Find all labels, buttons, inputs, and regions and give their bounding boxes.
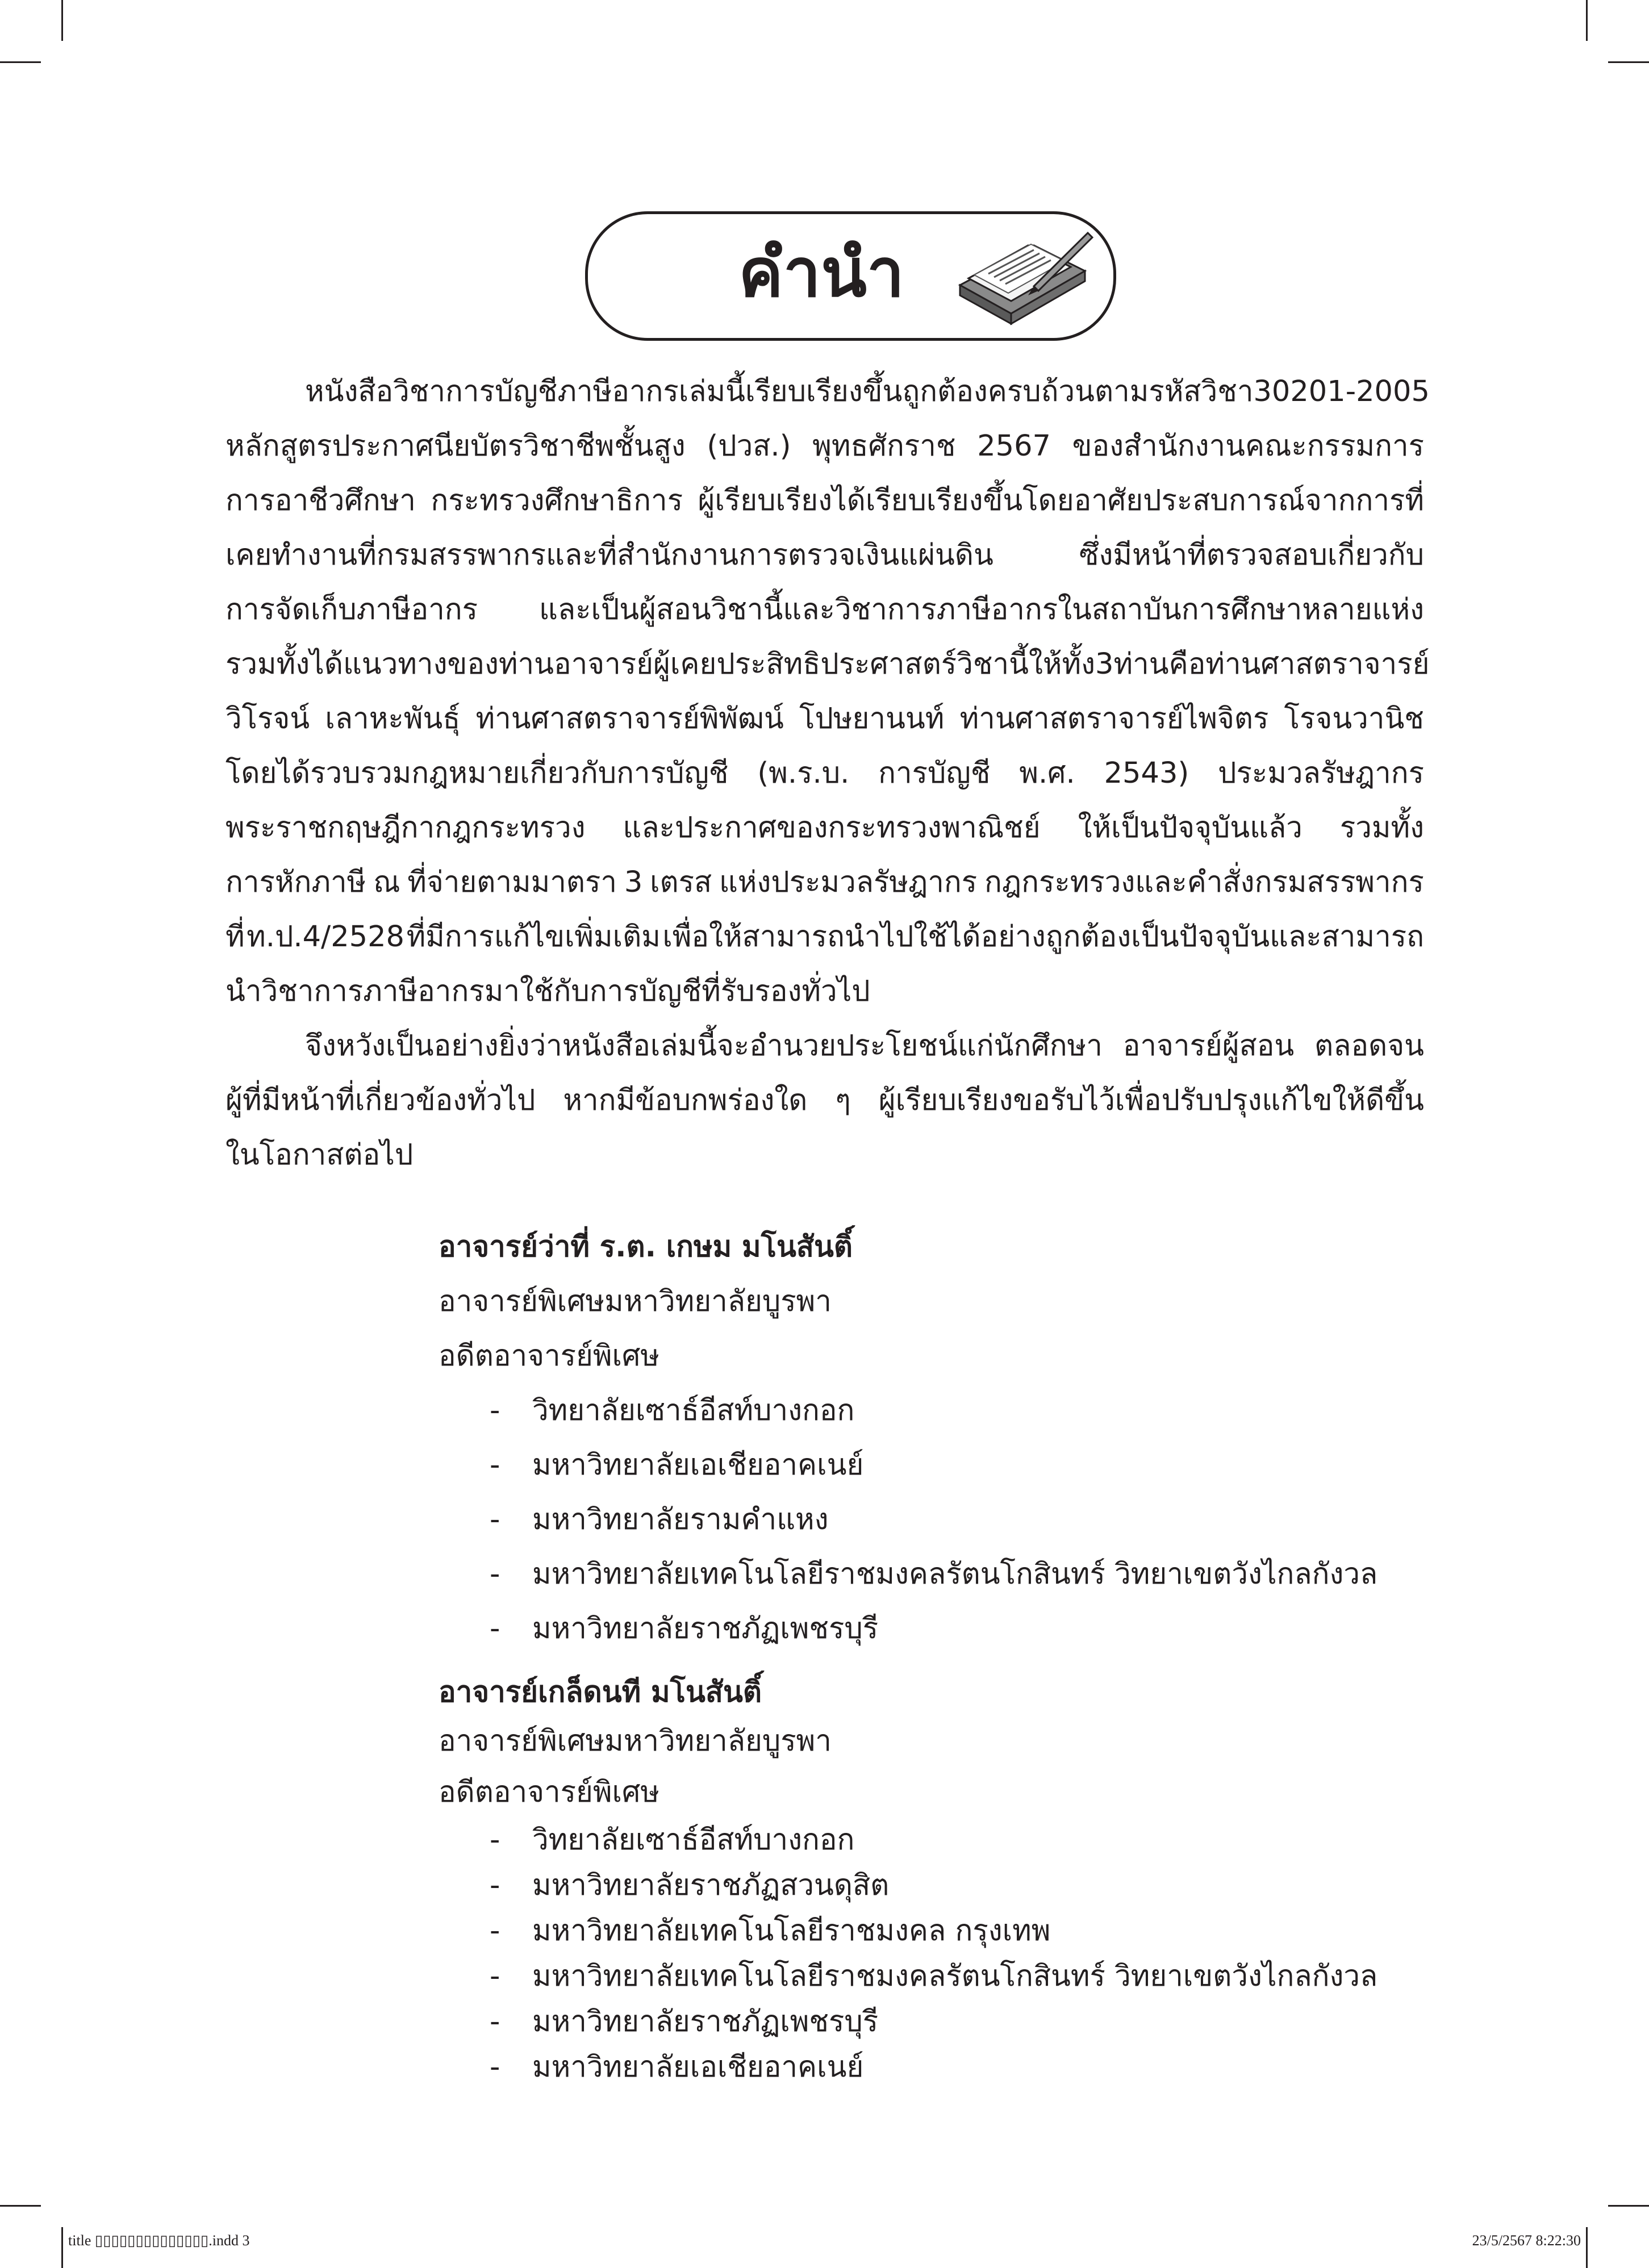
text-line [226,474,1424,528]
text-segment: กฎกระทรวงและคำสั่งกรมสรรพากร [984,866,1424,899]
institution-name: วิทยาลัยเซาธ์อีสท์บางกอก [532,1823,855,1857]
text-segment: ผู้เรียบเรียงขอรับไว้เพื่อปรับปรุงแก้ไขให้ดีขึ้น [878,1084,1424,1117]
crop-mark [1608,2205,1649,2207]
text-segment: ประมวลรัษฎากร [1218,757,1424,790]
text-line [226,528,1424,583]
text-segment: แห่งประมวลรัษฎากร [719,866,978,899]
text-segment: 2543) [1104,757,1189,790]
text-segment: ท.ป.4/2528 [247,920,405,954]
institution-name: มหาวิทยาลัยเอเชียอาคเนย์ [532,1448,864,1482]
text-segment: ให้เป็นปัจจุบันแล้ว [1078,811,1302,845]
list-item [439,1384,1377,1438]
text-segment: รวมทั้ง [1339,811,1424,845]
list-item [439,1602,1377,1656]
list-item [439,1547,1377,1602]
text-segment: คือ [1168,648,1206,681]
text-segment: ณ [373,866,400,899]
author-position: อาจารย์พิเศษมหาวิทยาลัยบูรพา [439,1724,832,1758]
text-segment: โดยได้รวบรวมกฎหมายเกี่ยวกับการบัญชี [226,757,729,790]
text-segment: เคยทำงานที่กรมสรรพากรและที่สำนักงานการตรวจเงินแผ่นดิน [226,538,993,572]
text-segment: วิโรจน์ [226,702,310,736]
text-segment: 30201-2005 [1253,375,1430,408]
text-line [226,964,1424,1019]
text-segment: 2567 [977,429,1051,463]
text-segment: และประกาศของกระทรวงพาณิชย์ [623,811,1041,845]
list-dash: - [490,1914,500,1948]
institution-name: มหาวิทยาลัยเทคโนโลยีราชมงคลรัตนโกสินทร์ วิทยาเขตวังไกลกังวล [532,1960,1378,1993]
text-segment: กระทรวงศึกษาธิการ [431,484,683,517]
text-segment: 3 [624,866,643,899]
former-position-label: อดีตอาจารย์พิเศษ [439,1339,659,1373]
signature-block-2 [439,1670,1377,2090]
text-segment: การหักภาษี [226,866,366,899]
text-segment: พระราชกฤษฎีกากฎกระทรวง [226,811,586,845]
text-line [226,637,1430,692]
text-segment: หลักสูตรประกาศนียบัตรวิชาชีพชั้นสูง [226,429,686,463]
text-segment: หนังสือวิชาการบัญชีภาษีอากรเล่มนี้เรียบเรียงขึ้นถูกต้องครบถ้วนตามรหัสวิชา [305,375,1254,408]
list-item [439,1954,1377,1999]
footer-timestamp: 23/5/2567 8:22:30 [1472,2232,1581,2249]
institution-name: มหาวิทยาลัยเทคโนโลยีราชมงคลรัตนโกสินทร์ วิทยาเขตวังไกลกังวล [532,1557,1378,1591]
text-segment: เพื่อให้สามารถนำไปใช้ได้อย่างถูกต้องเป็นปัจจุบันและสามารถ [662,920,1424,954]
list-dash: - [490,1612,500,1645]
text-line [226,910,1424,964]
list-dash: - [490,1503,500,1536]
text-segment: พ.ศ. [1019,757,1075,790]
crop-mark [1586,0,1588,41]
preface-paragraph-1 [226,365,1430,1019]
crop-mark [0,2205,41,2207]
text-line [226,419,1424,474]
text-segment: (ปวส.) [707,429,791,463]
page-title: คำนำ [738,233,905,312]
text-segment: ของสำนักงานคณะกรรมการ [1072,429,1424,463]
list-item [439,1863,1377,1908]
text-segment: โรจนวานิช [1284,702,1424,736]
text-segment: โปษยานนท์ [799,702,945,736]
text-segment: ท่าน [1113,648,1169,681]
institution-name: มหาวิทยาลัยเทคโนโลยีราชมงคล กรุงเทพ [532,1914,1051,1948]
text-segment: หากมีข้อบกพร่องใด [563,1084,808,1117]
text-line [226,801,1424,855]
list-dash: - [490,1448,500,1482]
text-segment: ท่านศาสตราจารย์พิพัฒน์ [475,702,784,736]
text-segment: ท่านศาสตราจารย์ไพจิตร [959,702,1269,736]
text-segment: 3 [1095,648,1114,681]
list-item [439,1438,1377,1493]
text-line [226,583,1424,637]
text-segment: ท่านศาสตราจารย์ [1205,648,1430,681]
institution-name: มหาวิทยาลัยราชภัฏเพชรบุรี [532,2005,879,2039]
institution-name: วิทยาลัยเซาธ์อีสท์บางกอก [532,1394,855,1427]
list-dash: - [490,1823,500,1857]
crop-mark [1586,2227,1588,2268]
list-dash: - [490,1960,500,1993]
text-segment: ๆ [835,1084,851,1117]
former-position-label: อดีตอาจารย์พิเศษ [439,1776,659,1809]
text-line-content: ในโอกาสต่อไป [226,1138,414,1172]
text-segment: อาจารย์ผู้สอน [1122,1029,1295,1063]
text-segment: ที่มีการแก้ไขเพิ่มเติม [406,920,661,954]
text-segment: พุทธศักราช [812,429,956,463]
text-segment: การอาชีวศึกษา [226,484,416,517]
author-position: อาจารย์พิเศษมหาวิทยาลัยบูรพา [439,1285,832,1318]
preface-paragraph-2 [226,1019,1424,1183]
text-line [226,1074,1424,1128]
list-item [439,1908,1377,1954]
text-segment: การบัญชี [878,757,991,790]
text-line [226,365,1430,419]
text-segment: เลาหะพันธุ์ [325,702,461,736]
list-dash: - [490,2005,500,2039]
text-segment: ตลอดจน [1314,1029,1424,1063]
crop-mark [61,2227,63,2268]
list-dash: - [490,1557,500,1591]
text-segment: รวมทั้งได้แนวทางของท่านอาจารย์ผู้เคยประสิทธิประศาสตร์วิชานี้ให้ทั้ง [226,648,1095,681]
text-segment: ผู้เรียบเรียงได้เรียบเรียงขึ้นโดยอาศัยประสบการณ์จากการที่ [698,484,1424,517]
institution-name: มหาวิทยาลัยรามคำแหง [532,1503,829,1536]
text-segment: ที่จ่ายตามมาตรา [407,866,617,899]
list-dash: - [490,2050,500,2084]
list-item [439,1818,1377,1863]
text-segment: ผู้ที่มีหน้าที่เกี่ยวข้องทั่วไป [226,1084,536,1117]
text-segment: จึงหวังเป็นอย่างยิ่งว่าหนังสือเล่มนี้จะอำนวยประโยชน์แก่นักศึกษา [305,1029,1103,1063]
text-line [226,692,1424,746]
list-item [439,1493,1377,1547]
footer-file-name: title ▯▯▯▯▯▯▯▯▯▯▯▯▯▯.indd 3 [68,2232,250,2249]
institution-name: มหาวิทยาลัยราชภัฏสวนดุสิต [532,1869,890,1902]
text-line [226,855,1424,910]
text-segment: และเป็นผู้สอนวิชานี้และวิชาการภาษีอากรในสถาบันการศึกษาหลายแห่ง [538,593,1424,626]
author-name: อาจารย์ว่าที่ ร.ต. เกษม มโนสันติ์ [439,1230,853,1264]
list-item [439,1999,1377,2045]
text-segment: เตรส [650,866,712,899]
text-line-content: นำวิชาการภาษีอากรมาใช้กับการบัญชีที่รับรองทั่วไป [226,975,870,1008]
institution-name: มหาวิทยาลัยเอเชียอาคเนย์ [532,2050,864,2084]
text-segment: การจัดเก็บภาษีอากร [226,593,478,626]
crop-mark [1608,61,1649,63]
institution-name: มหาวิทยาลัยราชภัฏเพชรบุรี [532,1612,879,1645]
text-segment: ที่ [226,920,245,954]
signature-block-1 [439,1220,1377,1656]
crop-mark [0,61,41,63]
author-name: อาจารย์เกล็ดนที มโนสันติ์ [439,1676,762,1709]
text-line [226,1128,1424,1183]
text-line [226,1019,1424,1074]
text-line [226,746,1424,801]
list-dash: - [490,1869,500,1902]
list-dash: - [490,1394,500,1427]
list-item [439,2045,1377,2090]
text-segment: (พ.ร.บ. [757,757,850,790]
folder-with-document-and-pen-icon [949,223,1096,331]
text-segment: ซึ่งมีหน้าที่ตรวจสอบเกี่ยวกับ [1079,538,1424,572]
crop-mark [61,0,63,41]
